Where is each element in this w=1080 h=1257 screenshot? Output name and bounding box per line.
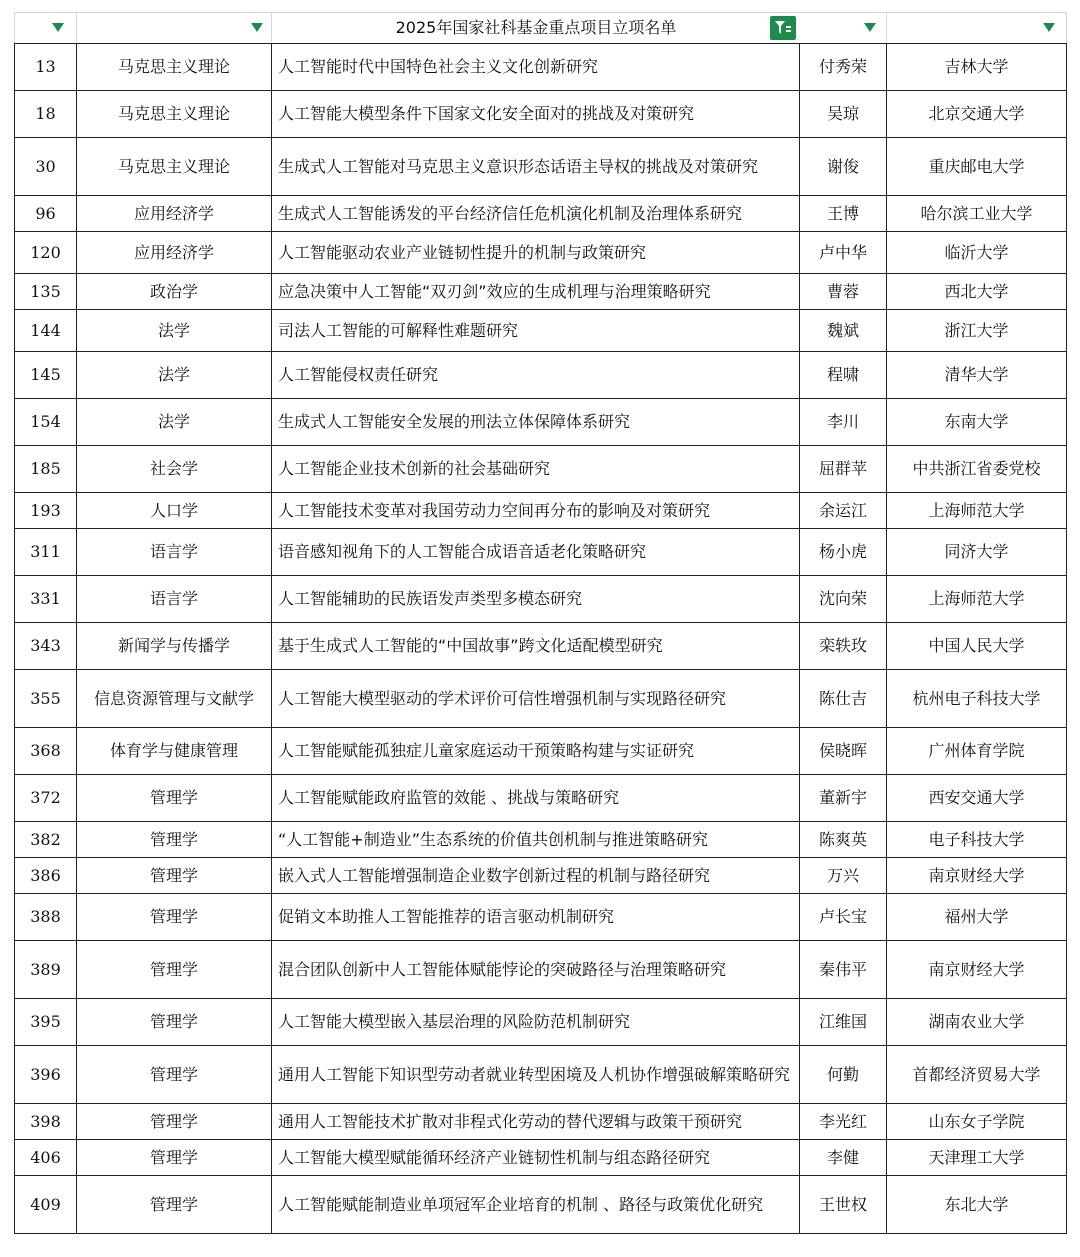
organization-cell[interactable]: 临沂大学 [887,232,1067,274]
leader-cell[interactable]: 魏斌 [800,310,887,352]
project-title-cell[interactable]: 通用人工智能技术扩散对非程式化劳动的替代逻辑与政策干预研究 [272,1104,800,1140]
table-row[interactable] [15,493,1067,529]
chevron-down-icon[interactable] [52,23,64,32]
row-number-cell[interactable]: 406 [15,1140,77,1176]
row-number-cell[interactable]: 389 [15,941,77,999]
discipline-cell[interactable]: 管理学 [77,1176,272,1234]
table-row[interactable] [15,138,1067,196]
discipline-cell[interactable]: 语言学 [77,576,272,623]
organization-cell[interactable]: 湖南农业大学 [887,999,1067,1046]
table-row[interactable] [15,623,1067,670]
project-title-cell[interactable]: 人工智能大模型赋能循环经济产业链韧性机制与组态路径研究 [272,1140,800,1176]
spreadsheet [14,12,1066,1234]
discipline-cell[interactable]: 信息资源管理与文献学 [77,670,272,728]
discipline-cell[interactable]: 管理学 [77,894,272,941]
leader-cell[interactable]: 栾轶玫 [800,623,887,670]
project-title-cell[interactable]: 人工智能赋能政府监管的效能 、挑战与策略研究 [272,775,800,822]
table-row[interactable] [15,310,1067,352]
table-row[interactable] [15,274,1067,310]
project-title-cell[interactable]: 生成式人工智能诱发的平台经济信任危机演化机制及治理体系研究 [272,196,800,232]
row-number-cell[interactable]: 135 [15,274,77,310]
organization-cell[interactable]: 福州大学 [887,894,1067,941]
organization-cell[interactable]: 浙江大学 [887,310,1067,352]
discipline-cell[interactable]: 管理学 [77,1104,272,1140]
discipline-cell[interactable]: 马克思主义理论 [77,138,272,196]
discipline-cell[interactable]: 社会学 [77,446,272,493]
leader-cell[interactable]: 卢长宝 [800,894,887,941]
discipline-cell[interactable]: 管理学 [77,858,272,894]
discipline-cell[interactable]: 人口学 [77,493,272,529]
project-title-cell[interactable]: 嵌入式人工智能增强制造企业数字创新过程的机制与路径研究 [272,858,800,894]
organization-cell[interactable]: 东南大学 [887,399,1067,446]
leader-cell[interactable]: 秦伟平 [800,941,887,999]
project-title-cell[interactable]: 混合团队创新中人工智能体赋能悖论的突破路径与治理策略研究 [272,941,800,999]
discipline-cell[interactable]: 应用经济学 [77,232,272,274]
table-row[interactable] [15,446,1067,493]
organization-cell[interactable]: 西安交通大学 [887,775,1067,822]
organization-cell[interactable]: 北京交通大学 [887,91,1067,138]
row-number-cell[interactable]: 386 [15,858,77,894]
discipline-cell[interactable]: 应用经济学 [77,196,272,232]
organization-cell[interactable]: 东北大学 [887,1176,1067,1234]
organization-cell[interactable]: 广州体育学院 [887,728,1067,775]
header-cell-col-3 [272,13,800,44]
table-row[interactable] [15,1046,1067,1104]
discipline-cell[interactable]: 法学 [77,352,272,399]
row-number-cell[interactable]: 395 [15,999,77,1046]
row-number-cell[interactable]: 372 [15,775,77,822]
header-cell-col-5 [887,13,1067,44]
leader-cell[interactable]: 何勤 [800,1046,887,1104]
row-number-cell[interactable]: 154 [15,399,77,446]
project-title-cell[interactable]: 人工智能时代中国特色社会主义文化创新研究 [272,44,800,91]
table-row[interactable] [15,399,1067,446]
leader-cell[interactable]: 陈爽英 [800,822,887,858]
leader-cell[interactable]: 李健 [800,1140,887,1176]
leader-cell[interactable]: 王世权 [800,1176,887,1234]
table-row[interactable] [15,232,1067,274]
chevron-down-icon[interactable] [864,23,876,32]
discipline-cell[interactable]: 语言学 [77,529,272,576]
discipline-cell[interactable]: 体育学与健康管理 [77,728,272,775]
discipline-cell[interactable]: 管理学 [77,1046,272,1104]
table-row[interactable] [15,999,1067,1046]
row-number-cell[interactable]: 145 [15,352,77,399]
leader-cell[interactable]: 程啸 [800,352,887,399]
leader-cell[interactable]: 董新宇 [800,775,887,822]
organization-cell[interactable]: 重庆邮电大学 [887,138,1067,196]
project-title-cell[interactable]: 基于生成式人工智能的“中国故事”跨文化适配模型研究 [272,623,800,670]
table-row[interactable] [15,352,1067,399]
discipline-cell[interactable]: 马克思主义理论 [77,91,272,138]
project-title-cell[interactable]: 人工智能辅助的民族语发声类型多模态研究 [272,576,800,623]
project-title-cell[interactable]: 生成式人工智能安全发展的刑法立体保障体系研究 [272,399,800,446]
chevron-down-icon[interactable] [251,23,263,32]
header-cell-col-2 [77,13,272,44]
row-number-cell[interactable]: 30 [15,138,77,196]
table-row[interactable] [15,894,1067,941]
header-cell-col-1 [15,13,77,44]
table-row[interactable] [15,529,1067,576]
table-row[interactable] [15,44,1067,91]
table-row[interactable] [15,196,1067,232]
project-title-cell[interactable]: 人工智能驱动农业产业链韧性提升的机制与政策研究 [272,232,800,274]
row-number-cell[interactable]: 398 [15,1104,77,1140]
discipline-cell[interactable]: 管理学 [77,941,272,999]
organization-cell[interactable]: 南京财经大学 [887,858,1067,894]
organization-cell[interactable]: 上海师范大学 [887,493,1067,529]
table-row[interactable] [15,576,1067,623]
row-number-cell[interactable]: 96 [15,196,77,232]
organization-cell[interactable]: 哈尔滨工业大学 [887,196,1067,232]
leader-cell[interactable]: 付秀荣 [800,44,887,91]
project-title-cell[interactable]: 人工智能侵权责任研究 [272,352,800,399]
organization-cell[interactable]: 吉林大学 [887,44,1067,91]
table-row[interactable] [15,822,1067,858]
leader-cell[interactable]: 万兴 [800,858,887,894]
discipline-cell[interactable]: 管理学 [77,1140,272,1176]
table-row[interactable] [15,1140,1067,1176]
chevron-down-icon[interactable] [1043,23,1055,32]
discipline-cell[interactable]: 政治学 [77,274,272,310]
organization-cell[interactable]: 天津理工大学 [887,1140,1067,1176]
leader-cell[interactable]: 侯晓晖 [800,728,887,775]
project-title-cell[interactable]: 促销文本助推人工智能推荐的语言驱动机制研究 [272,894,800,941]
table-row[interactable] [15,670,1067,728]
table-row[interactable] [15,91,1067,138]
project-title-cell[interactable]: 司法人工智能的可解释性难题研究 [272,310,800,352]
project-title-cell[interactable]: 人工智能大模型嵌入基层治理的风险防范机制研究 [272,999,800,1046]
project-title-cell[interactable]: 人工智能大模型条件下国家文化安全面对的挑战及对策研究 [272,91,800,138]
organization-cell[interactable]: 杭州电子科技大学 [887,670,1067,728]
table-row[interactable] [15,775,1067,822]
project-table [14,12,1067,1234]
leader-cell[interactable]: 陈仕吉 [800,670,887,728]
row-number-cell[interactable]: 388 [15,894,77,941]
organization-cell[interactable]: 电子科技大学 [887,822,1067,858]
header-cell-col-4 [800,13,887,44]
row-number-cell[interactable]: 409 [15,1176,77,1234]
discipline-cell[interactable]: 管理学 [77,822,272,858]
table-row[interactable] [15,728,1067,775]
leader-cell[interactable]: 江维国 [800,999,887,1046]
leader-cell[interactable]: 王博 [800,196,887,232]
table-row[interactable] [15,858,1067,894]
project-title-cell[interactable]: 应急决策中人工智能“双刃剑”效应的生成机理与治理策略研究 [272,274,800,310]
discipline-cell[interactable]: 新闻学与传播学 [77,623,272,670]
row-number-cell[interactable]: 13 [15,44,77,91]
leader-cell[interactable]: 李川 [800,399,887,446]
row-number-cell[interactable]: 185 [15,446,77,493]
discipline-cell[interactable]: 管理学 [77,999,272,1046]
row-number-cell[interactable]: 343 [15,623,77,670]
table-row[interactable] [15,1176,1067,1234]
discipline-cell[interactable]: 法学 [77,310,272,352]
discipline-cell[interactable]: 法学 [77,399,272,446]
leader-cell[interactable]: 余运江 [800,493,887,529]
table-body [15,44,1067,1234]
organization-cell[interactable]: 南京财经大学 [887,941,1067,999]
table-row[interactable] [15,941,1067,999]
leader-cell[interactable]: 沈向荣 [800,576,887,623]
project-title-cell[interactable]: 通用人工智能下知识型劳动者就业转型困境及人机协作增强破解策略研究 [272,1046,800,1104]
row-number-cell[interactable]: 193 [15,493,77,529]
leader-cell[interactable]: 杨小虎 [800,529,887,576]
leader-cell[interactable]: 吴琼 [800,91,887,138]
organization-cell[interactable]: 西北大学 [887,274,1067,310]
row-number-cell[interactable]: 396 [15,1046,77,1104]
row-number-cell[interactable]: 18 [15,91,77,138]
project-title-cell[interactable]: “人工智能+制造业”生态系统的价值共创机制与推进策略研究 [272,822,800,858]
project-title-cell[interactable]: 人工智能大模型驱动的学术评价可信性增强机制与实现路径研究 [272,670,800,728]
leader-cell[interactable]: 曹蓉 [800,274,887,310]
row-number-cell[interactable]: 368 [15,728,77,775]
organization-cell[interactable]: 山东女子学院 [887,1104,1067,1140]
header-row [15,13,1067,44]
row-number-cell[interactable]: 382 [15,822,77,858]
project-title-cell[interactable]: 生成式人工智能对马克思主义意识形态话语主导权的挑战及对策研究 [272,138,800,196]
leader-cell[interactable]: 谢俊 [800,138,887,196]
organization-cell[interactable]: 首都经济贸易大学 [887,1046,1067,1104]
project-title-cell[interactable]: 人工智能企业技术创新的社会基础研究 [272,446,800,493]
row-number-cell[interactable]: 120 [15,232,77,274]
table-row[interactable] [15,1104,1067,1140]
row-number-cell[interactable]: 331 [15,576,77,623]
discipline-cell[interactable]: 管理学 [77,775,272,822]
leader-cell[interactable]: 屈群苹 [800,446,887,493]
project-title-cell[interactable]: 人工智能赋能制造业单项冠军企业培育的机制 、路径与政策优化研究 [272,1176,800,1234]
organization-cell[interactable]: 上海师范大学 [887,576,1067,623]
project-title-cell[interactable]: 人工智能赋能孤独症儿童家庭运动干预策略构建与实证研究 [272,728,800,775]
organization-cell[interactable]: 同济大学 [887,529,1067,576]
row-number-cell[interactable]: 144 [15,310,77,352]
organization-cell[interactable]: 中国人民大学 [887,623,1067,670]
organization-cell[interactable]: 清华大学 [887,352,1067,399]
leader-cell[interactable]: 卢中华 [800,232,887,274]
sheet-title: 2025年国家社科基金重点项目立项名单 [395,18,677,37]
discipline-cell[interactable]: 马克思主义理论 [77,44,272,91]
row-number-cell[interactable]: 311 [15,529,77,576]
project-title-cell[interactable]: 人工智能技术变革对我国劳动力空间再分布的影响及对策研究 [272,493,800,529]
row-number-cell[interactable]: 355 [15,670,77,728]
filter-icon[interactable] [770,16,796,40]
project-title-cell[interactable]: 语音感知视角下的人工智能合成语音适老化策略研究 [272,529,800,576]
organization-cell[interactable]: 中共浙江省委党校 [887,446,1067,493]
leader-cell[interactable]: 李光红 [800,1104,887,1140]
